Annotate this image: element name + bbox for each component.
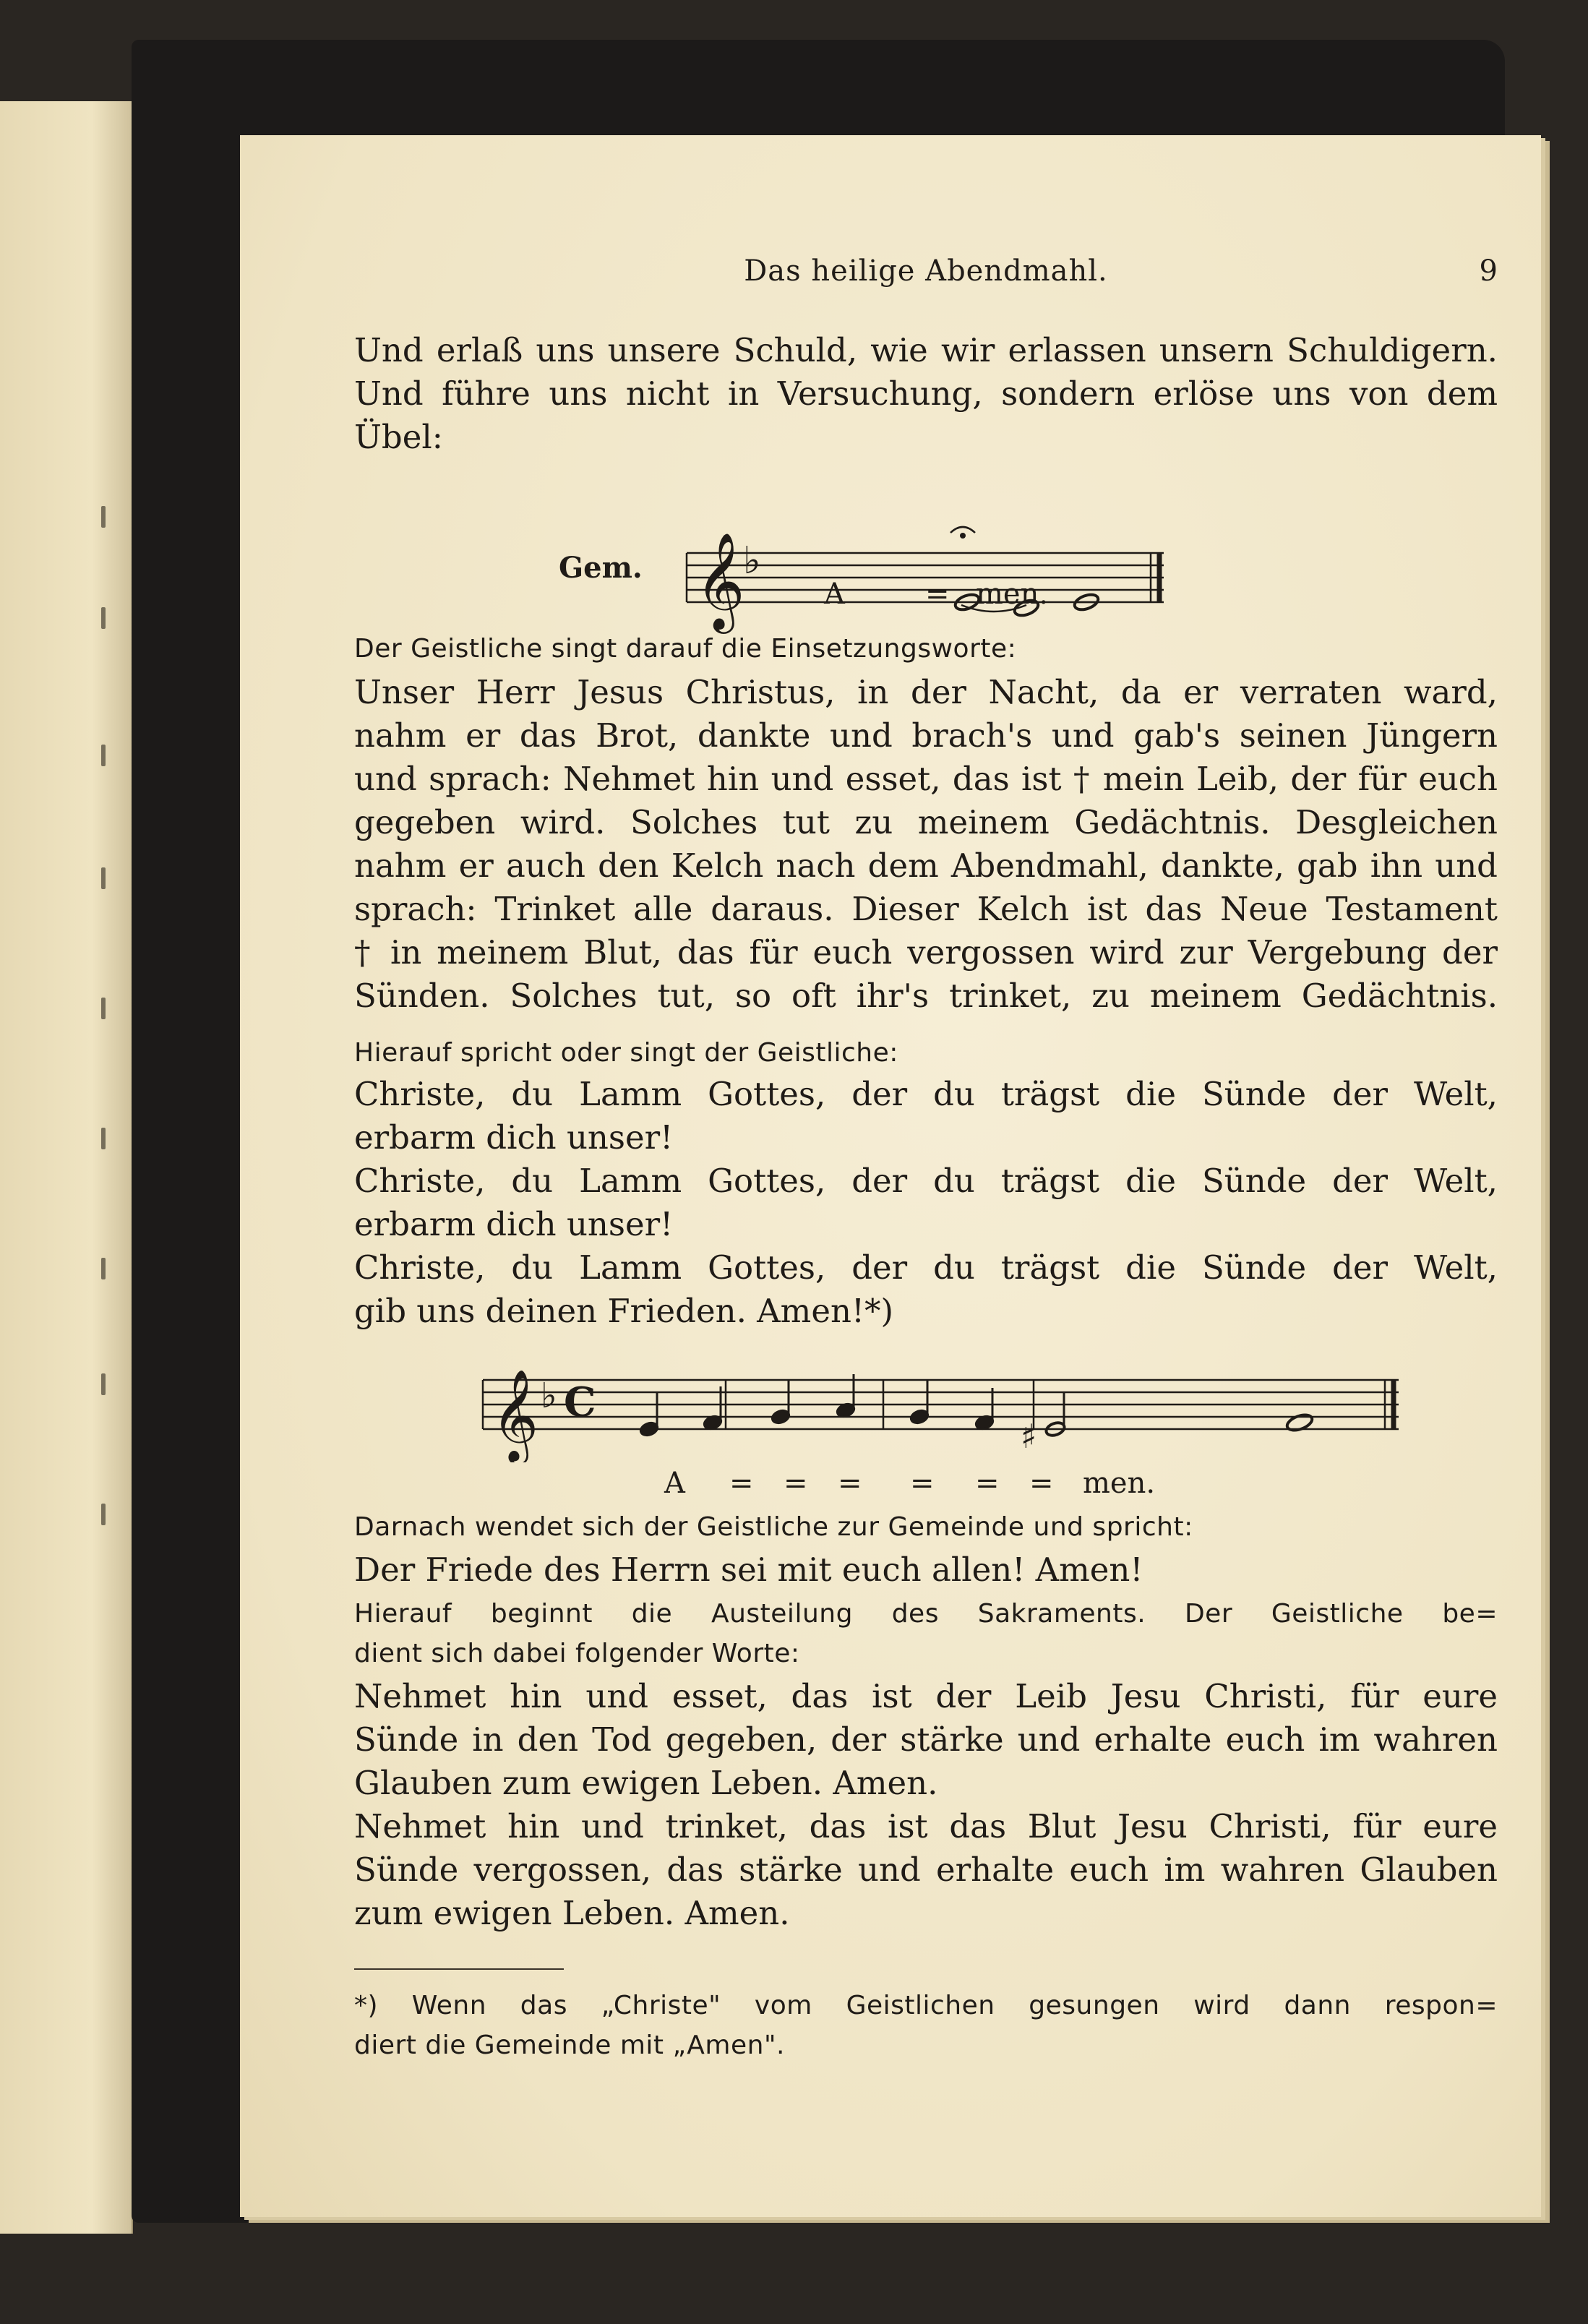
footnote — [354, 1986, 1498, 2065]
syllable-hyphen: = — [784, 1467, 808, 1500]
text-line: und sprach: Nehmet hin und esset, das ist † mein Leib, der für euch — [354, 760, 1498, 798]
svg-text:𝄞: 𝄞 — [492, 1368, 539, 1461]
text-line: nahm er das Brot, dankte und brach's und gab's seinen Jüngern — [354, 716, 1498, 755]
rubric-line: Der Geistliche singt darauf die Einsetzungsworte: — [354, 634, 1017, 664]
book-cover — [132, 40, 1505, 2223]
syllable-hyphen: = — [838, 1467, 862, 1500]
book-page — [240, 135, 1541, 2217]
text-line: Glauben zum ewigen Leben. Amen. — [354, 1764, 938, 1802]
text-line: Sünde in den Tod gegeben, der stärke und erhalte euch im wahren — [354, 1720, 1498, 1759]
agnus-dei — [354, 1073, 1498, 1333]
lords-prayer-ending — [354, 329, 1498, 459]
words-of-institution — [354, 671, 1498, 1018]
text-line: Sünde vergossen, das stärke und erhalte euch im wahren Glauben — [354, 1851, 1498, 1889]
svg-text:♯: ♯ — [1021, 1417, 1037, 1456]
text-line: nahm er auch den Kelch nach dem Abendmahl, dankte, gab ihn und — [354, 846, 1498, 885]
text-line: sprach: Trinket alle daraus. Dieser Kelch ist das Neue Testament — [354, 890, 1498, 928]
footnote-rule — [354, 1968, 564, 1970]
text-line: erbarm dich unser! — [354, 1205, 674, 1243]
text-line: gegeben wird. Solches tut zu meinem Gedächtnis. Desgleichen — [354, 803, 1498, 841]
text-line: Übel: — [354, 418, 443, 456]
rubric-institution — [354, 629, 1498, 669]
syllable-hyphen: = — [975, 1467, 1000, 1500]
congregation-label: Gem. — [559, 551, 643, 585]
footnote-line: *) Wenn das „Christe" vom Geistlichen gesungen wird dann respon= — [354, 1991, 1498, 2020]
rubric-line: Hierauf beginnt die Austeilung des Sakraments. Der Geistliche be= — [354, 1599, 1498, 1629]
music-staff-amen-1 — [665, 481, 1185, 640]
syllable-hyphen: = — [729, 1467, 754, 1500]
rubric-distribution — [354, 1594, 1498, 1673]
svg-text:𝄞: 𝄞 — [695, 532, 745, 630]
text-line: Der Friede des Herrn sei mit euch allen! Amen! — [354, 1551, 1143, 1589]
music-staff-amen-2 — [477, 1354, 1417, 1462]
text-line: Unser Herr Jesus Christus, in der Nacht, da er verraten ward, — [354, 673, 1498, 711]
text-line: gib uns deinen Frieden. Amen!*) — [354, 1292, 894, 1330]
text-line: † in meinem Blut, das für euch vergossen wird zur Vergebung der — [354, 933, 1498, 972]
pax-domini — [354, 1548, 1498, 1592]
rubric-agnus-dei — [354, 1033, 1498, 1073]
text-line: Und erlaß uns unsere Schuld, wie wir erlassen unsern Schuldigern. — [354, 331, 1498, 369]
syllable-hyphen: = — [1029, 1467, 1054, 1500]
rubric-line: Darnach wendet sich der Geistliche zur Gemeinde und spricht: — [354, 1512, 1193, 1542]
text-line: erbarm dich unser! — [354, 1118, 674, 1157]
syllable-men: men. — [1083, 1467, 1156, 1500]
text-line: zum ewigen Leben. Amen. — [354, 1894, 790, 1932]
distribution-bread — [354, 1675, 1498, 1805]
svg-text:C: C — [564, 1378, 596, 1426]
syllable-men: men. — [976, 578, 1049, 611]
text-line: Nehmet hin und esset, das ist der Leib Jesu Christi, für eure — [354, 1677, 1498, 1715]
running-header — [354, 254, 1498, 305]
syllable-a: A — [824, 578, 845, 611]
text-line: Christe, du Lamm Gottes, der du trägst die Sünde der Welt, — [354, 1162, 1498, 1200]
syllable-a: A — [664, 1467, 685, 1500]
distribution-cup — [354, 1805, 1498, 1935]
text-line: Und führe uns nicht in Versuchung, sondern erlöse uns von dem — [354, 374, 1498, 413]
text-line: Christe, du Lamm Gottes, der du trägst die Sünde der Welt, — [354, 1075, 1498, 1113]
left-page-edge — [0, 101, 133, 2234]
running-title: Das heilige Abendmahl. — [744, 254, 1108, 288]
text-line: Nehmet hin und trinket, das ist das Blut Jesu Christi, für eure — [354, 1807, 1498, 1845]
svg-text:♭: ♭ — [541, 1376, 557, 1416]
rubric-line: dient sich dabei folgender Worte: — [354, 1639, 800, 1668]
text-line: Sünden. Solches tut, so oft ihr's trinket, zu meinem Gedächtnis. — [354, 977, 1498, 1015]
footnote-line: diert die Gemeinde mit „Amen". — [354, 2031, 785, 2060]
rubric-line: Hierauf spricht oder singt der Geistliche: — [354, 1038, 898, 1068]
left-page-text-fragments — [101, 101, 130, 2234]
syllable-hyphen: = — [910, 1467, 935, 1500]
svg-text:♭: ♭ — [743, 539, 761, 583]
syllable-hyphen: = — [925, 578, 950, 611]
text-line: Christe, du Lamm Gottes, der du trägst die Sünde der Welt, — [354, 1248, 1498, 1287]
rubric-peace — [354, 1507, 1498, 1547]
page-number: 9 — [1479, 254, 1498, 288]
